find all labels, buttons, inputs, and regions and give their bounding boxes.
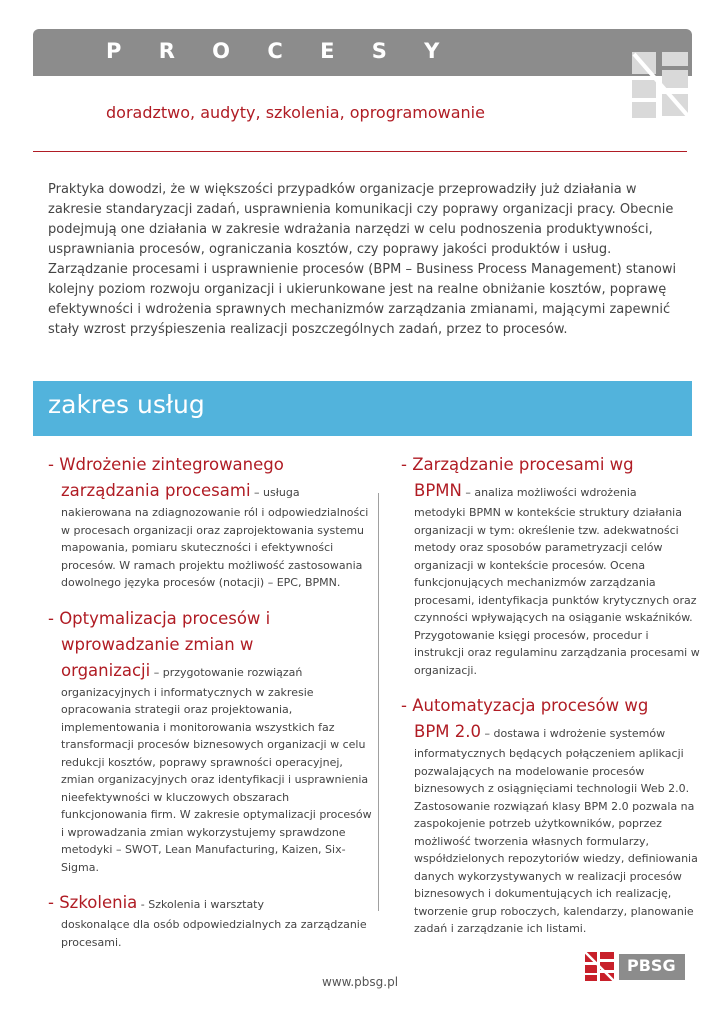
service-title: - Automatyzacja procesów wg [401,696,649,715]
service-item [48,606,373,877]
service-item [48,452,373,592]
service-title: wprowadzanie zmian w [61,634,254,654]
service-item [48,890,373,951]
pbsg-logo-icon [583,950,617,982]
service-text: organizacyjnych i informatycznych w zakresie opracowania strategii oraz projektowania, implementowania i monitorowania wszystkich faz transformacji procesów biznesowych organizacji w celu redukcji kosztów, poprawy sprawności operacyjnej, zmian organizacyjnych oraz identyfikacji i usprawnienia nieefektywności w kluczowych obszarach funkcjonowania firm. W zakresie optymalizacji procesów i wprowadzania zmian wykorzystujemy sprawdzone metodyki – SWOT, Lean Manufacturing, Kaizen, Six-Sigma. [61,685,372,874]
service-text: nakierowana na zdiagnozowanie ról i odpowiedzialności w procesach organizacji oraz zaprojektowania systemu mapowania, pomiaru skuteczności i efektywności procesów. W ramach projektu możliwość zastosowania dowolnego języka procesów (notacji) – EPC, BPMN. [61,506,369,589]
header-bar [33,29,692,76]
services-right-column [401,452,701,952]
service-title: zarządzania procesami [61,481,251,500]
service-title: - Szkolenia [48,893,138,912]
intro-paragraph: Praktyka dowodzi, że w większości przypadków organizacje przeprowadziły już działania w zakresie standaryzacji zadań, usprawnienia komunikacji czy poprawy organizacji pracy. Obecnie podejmują one działania w zakresie wdrażania narzędzi w celu podnoszenia produktywności, usprawniania procesów, ograniczania kosztów, czy poprawy jakości produktów i usług. Zarządzanie procesami i usprawnienie procesów (BPM – Business Process Management) stanowi kolejny poziom rozwoju organizacji i ukierunkowane jest na realne obniżanie kosztów, poprawę efektywności i wdrożenia sprawnych mechanizmów zarządzania zmianami, mającymi zapewnić stały wzrost przyśpieszenia realizacji poszczególnych zadań, przez to procesów. [48,182,677,337]
service-title: - Wdrożenie zintegrowanego [48,455,284,474]
service-title: - Optymalizacja procesów i [48,608,271,628]
column-divider [378,493,379,911]
service-text-lead: – dostawa i wdrożenie systemów [481,727,666,740]
services-left-column [48,452,373,965]
pbsg-logo [583,950,687,982]
service-text-lead: – usługa [250,486,300,499]
service-text: doskonalące dla osób odpowiedzialnych za zarządzanie procesami. [61,918,367,949]
service-text-lead: – przygotowanie rozwiązań [150,665,303,679]
divider-line [33,151,687,152]
page-title: P R O C E S Y [106,39,455,63]
service-text-lead: – analiza możliwości wdrożenia [461,486,637,499]
pbsg-watermark-icon [630,50,692,120]
pbsg-logo-box [619,954,685,980]
service-item [401,693,701,938]
subtitle: doradztwo, audyty, szkolenia, oprogramowanie [106,103,485,122]
service-text: informatycznych będących połączeniem aplikacji pozwalających na modelowanie procesów biznesowych z osiągnięciami technologii Web 2.0. Zastosowanie rozwiązań klasy BPM 2.0 pozwala na zaspokojenie potrzeb użytkowników, poprzez możliwość tworzenia własnych formularzy, współdzielonych repozytoriów wiedzy, definiowania danych wykorzystywanych w realizacji procesów biznesowych i dokumentujących ich realizację, tworzenie grup roboczych, kalendarzy, planowanie zadań i zarządzanie ich listami. [414,747,698,935]
pbsg-logo-text: PBSG [627,956,676,975]
service-item [401,452,701,679]
service-text: metodyki BPMN w kontekście struktury działania organizacji w tym: określenie tzw. adekwatności metody oraz sposobów parametryzacji celów organizacji w kontekście procesów. Ocena funkcjonujących mechanizmów zarządzania procesami, identyfikacja punktów krytycznych oraz czynności wpływających na osiąganie wskaźników. Przygotowanie księgi procesów, procedur i instrukcji oraz regulaminu zarządzania procesami w organizacji. [414,506,700,677]
section-band [33,381,692,436]
service-title: BPM 2.0 [414,722,481,741]
section-title: zakres usług [48,390,205,419]
footer-url[interactable]: www.pbsg.pl [322,975,399,989]
service-title: - Zarządzanie procesami wg [401,455,634,474]
service-text-lead: - Szkolenia i warsztaty [137,898,265,911]
service-title: organizacji [61,660,151,680]
service-title: BPMN [414,481,462,500]
